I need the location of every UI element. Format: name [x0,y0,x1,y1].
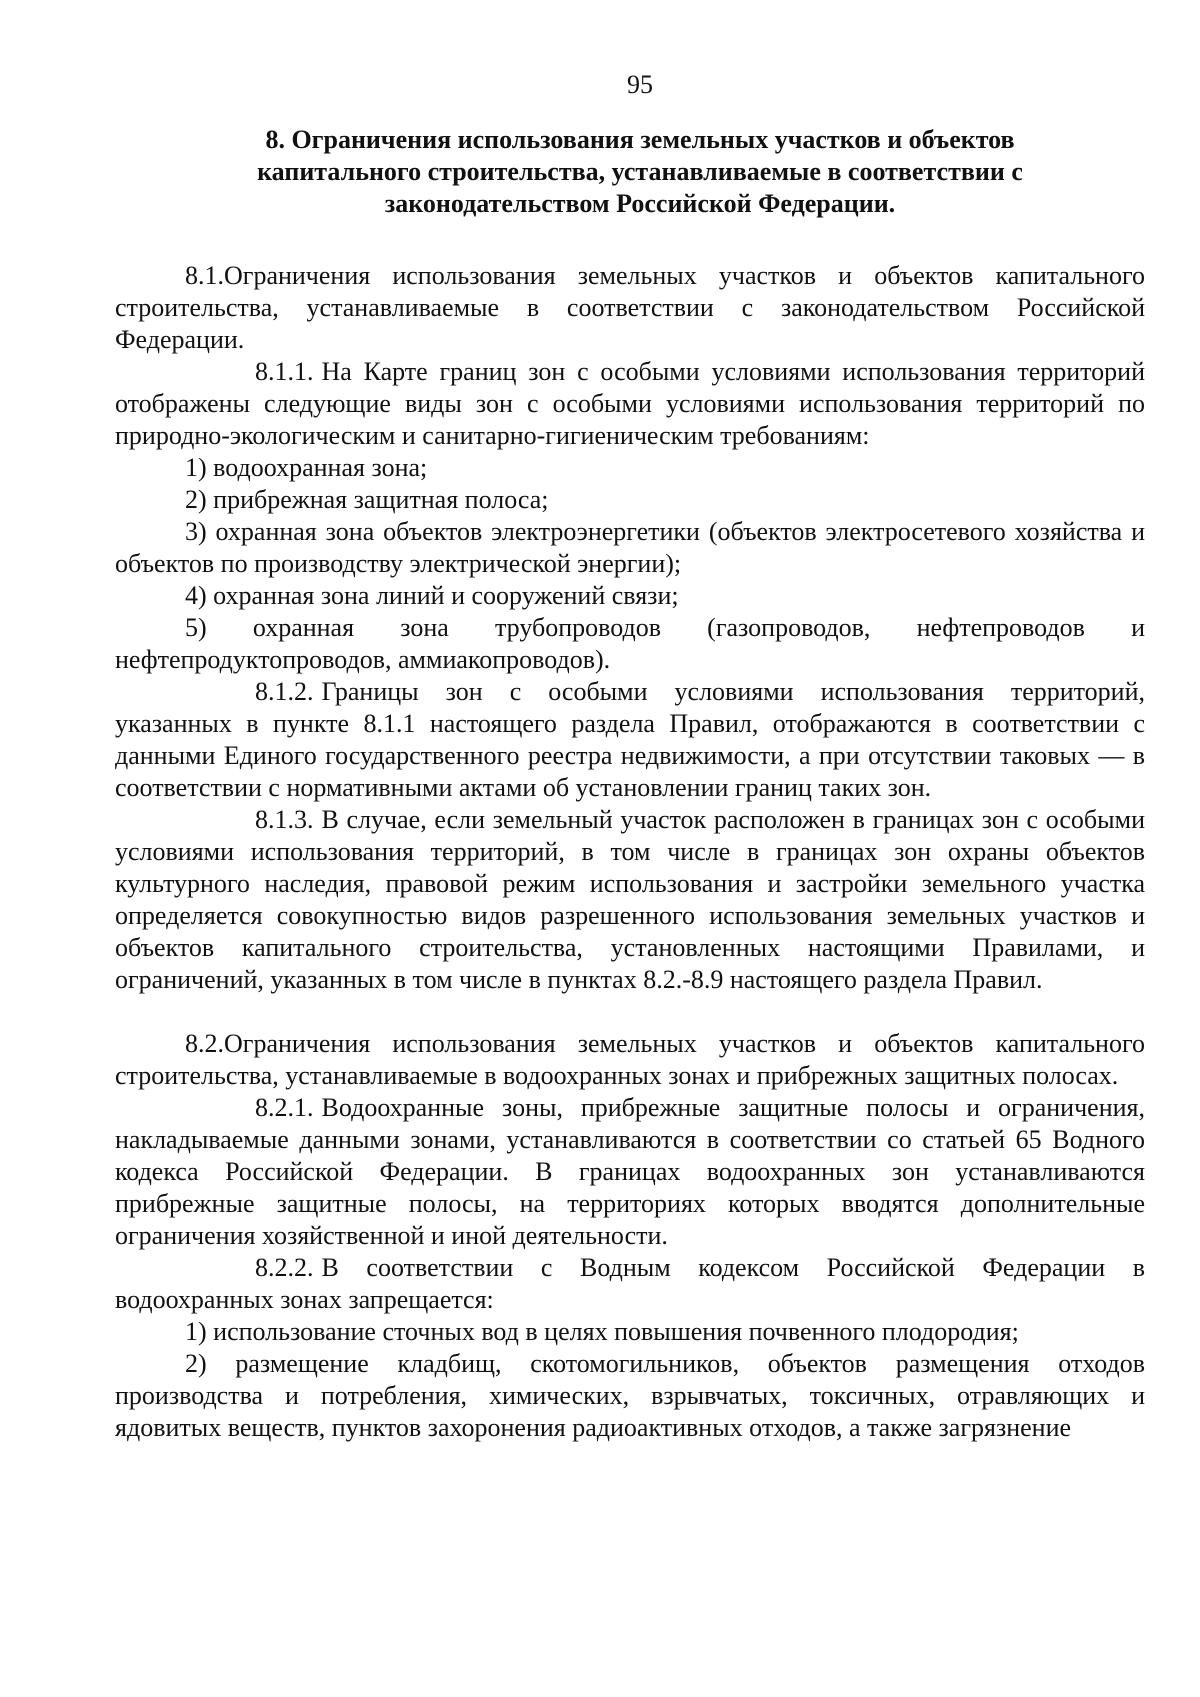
paragraph-text: В случае, если земельный участок расположен в границах зон с особыми условиями использования территорий, в том числе в границах зон охраны объектов культурного наследия, правовой режим использования и застройки земельного участка определяется совокупностью видов разрешенного использования земельных участков и объектов капитального строительства, установленных настоящими Правилами, и ограничений, указанных в том числе в пунктах 8.2.-8.9 настоящего раздела Правил. [115,805,1145,994]
paragraph-gap [115,996,1145,1028]
paragraph-text: Водоохранные зоны, прибрежные защитные полосы и ограничения, накладываемые данными зонами, устанавливаются в соответствии со статьей 65 Водного кодекса Российской Федерации. В границах водоохранных зон устанавливаются прибрежные защитные полосы, на территориях которых вводятся дополнительные ограничения хозяйственной и иной деятельности. [115,1093,1145,1250]
paragraph-8-1-2 [115,676,1145,804]
list-item: 2) размещение кладбищ, скотомогильников, объектов размещения отходов производства и потребления, химических, взрывчатых, токсичных, отравляющих и ядовитых веществ, пунктов захоронения радиоактивных отходов, а также загрязнение [115,1349,1145,1442]
page-number: 95 [627,70,653,99]
paragraph-number: 8.1.3. [255,805,314,834]
paragraph-number: 8.2.2. [255,1253,314,1282]
paragraph-text: На Карте границ зон с особыми условиями использования территорий отображены следующие виды зон с особыми условиями использования территорий по природно-экологическим и санитарно-гигиеническим требованиям: [115,357,1145,450]
section-heading [115,124,1145,220]
list-item: 2) прибрежная защитная полоса; [185,485,549,514]
paragraph-8-2-1 [115,1092,1145,1252]
paragraph-text: В соответствии с Водным кодексом Российской Федерации в водоохранных зонах запрещается: [115,1253,1145,1314]
paragraph-number: 8.1.2. [255,677,314,706]
list-item: 3) охранная зона объектов электроэнергетики (объектов электросетевого хозяйства и объектов по производству электрической энергии); [115,517,1145,578]
list-item: 1) водоохранная зона; [185,453,428,482]
paragraph-number: 8.2.1. [255,1093,314,1122]
subsection-title-8-2: 8.2.Ограничения использования земельных участков и объектов капитального строительства, устанавливаемые в водоохранных зонах и прибрежных защитных полосах. [115,1029,1145,1090]
list-item: 5) охранная зона трубопроводов (газопроводов, нефтепроводов и нефтепродуктопроводов, аммиакопроводов). [115,613,1145,674]
paragraph-8-1-1 [115,356,1145,452]
document-page [115,70,1145,1444]
subsection-title-8-1: 8.1.Ограничения использования земельных участков и объектов капитального строительства, устанавливаемые в соответствии с законодательством Российской Федерации. [115,261,1145,354]
section-heading-text: Ограничения использования земельных участков и объектов капитального строительства, устанавливаемые в соответствии с законодательством Российской Федерации. [257,125,1023,218]
section-heading-number: 8. [265,125,285,154]
paragraph-number: 8.1.1. [255,357,314,386]
paragraph-8-2-2 [115,1252,1145,1316]
list-item: 4) охранная зона линий и сооружений связи; [185,581,679,610]
list-item: 1) использование сточных вод в целях повышения почвенного плодородия; [185,1317,1019,1346]
paragraph-text: Границы зон с особыми условиями использования территорий, указанных в пункте 8.1.1 настоящего раздела Правил, отображаются в соответствии с данными Единого государственного реестра недвижимости, а при отсутствии таковых — в соответствии с нормативными актами об установлении границ таких зон. [115,677,1145,802]
paragraph-8-1-3 [115,804,1145,996]
